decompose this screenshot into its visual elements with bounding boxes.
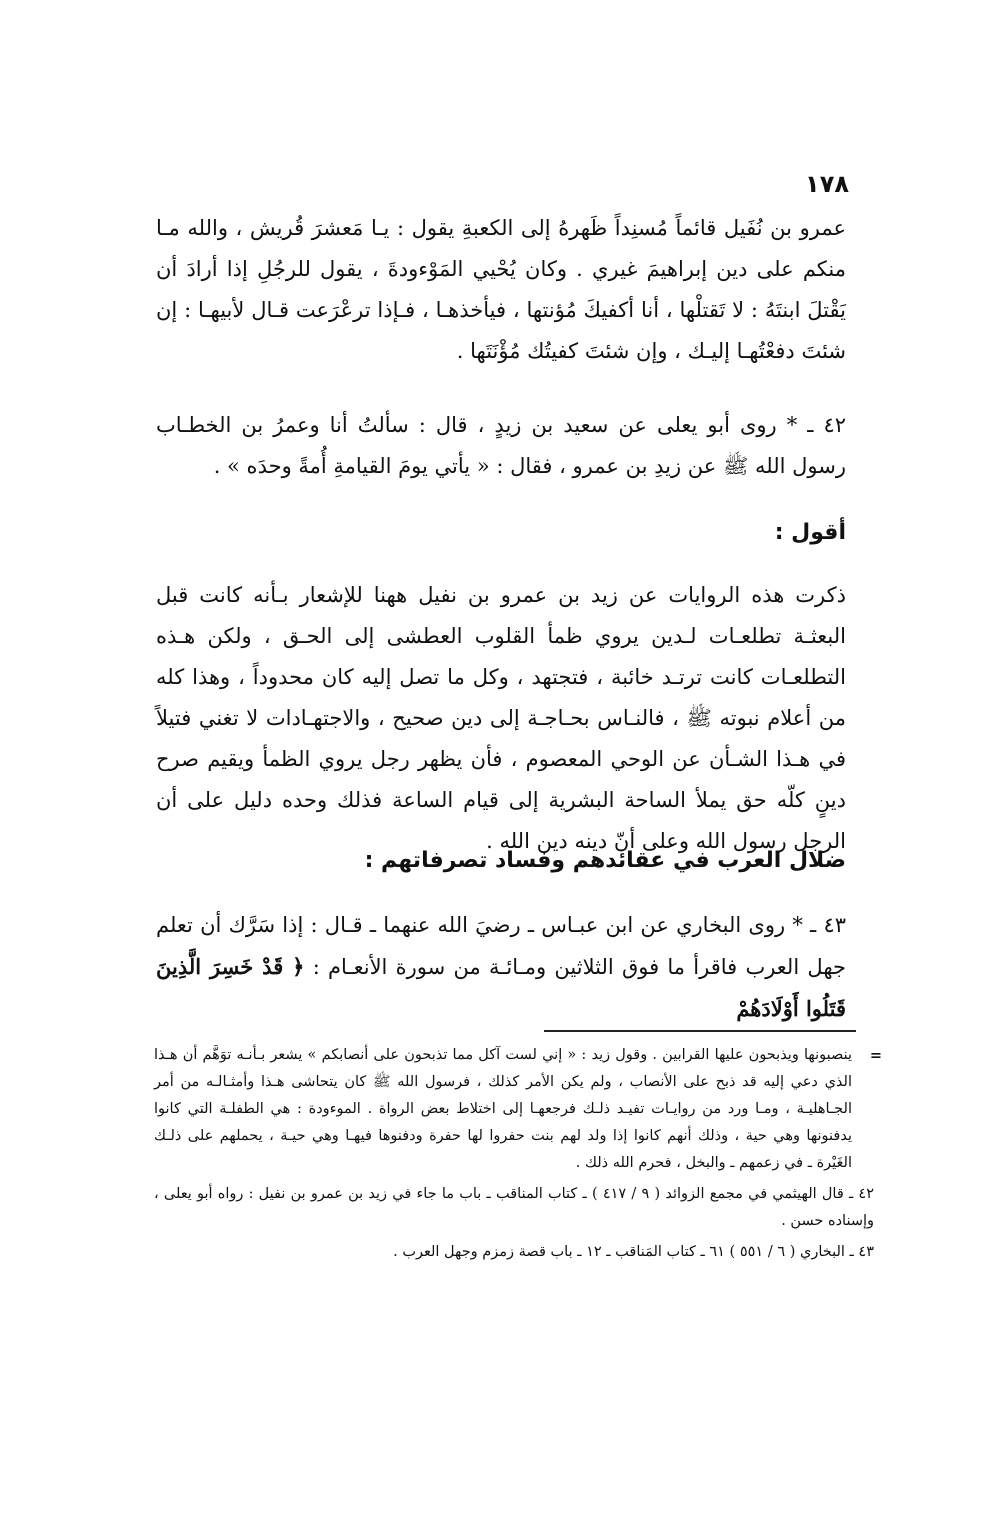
footnote-43: ٤٣ ـ البخاري ( ٦ / ٥٥١ ) ٦١ ـ كتاب المَناقب ـ ١٢ ـ باب قصة زمزم وجهل العرب . <box>393 1244 874 1260</box>
section-heading: ضلال العرب في عقائدهم وفساد تصرفاتهم : <box>364 848 846 873</box>
quran-verse: ﴿ قَدْ خَسِرَ الَّذِينَ قَتَلُوا أَوْلَادَهُمْ <box>156 954 846 1021</box>
paragraph-3-commentary: ذكرت هذه الروايات عن زيد بن عمرو بن نفيل ههنا للإشعار بـأنه كانت قبل البعثـة تطلعـات لـدين يروي ظمأ القلوب العطشى إلى الحـق ، ولكن هـذه التطلعـات كانت ترتـد خائبة ، فتجتهد ، وكل ما تصل إليه كان محدوداً ، وهذا كله من أعلام نبوته ﷺ ، فالنـاس بحـاجـة إلى دين صحيح ، والاجتهـادات لا تغني فتيلاً في هـذا الشـأن عن الوحي المعصوم ، فأن يظهر رجل يروي الظمأ ويقيم صرح دينٍ كلّه حق يملأ الساحة البشرية إلى قيام الساعة فذلك وحده دليل على أن الرجل رسول الله وعلى أنّ دينه دين الله . <box>156 583 846 853</box>
page-number: ١٧٨ <box>805 170 849 198</box>
footnotes <box>154 1042 882 1270</box>
paragraph-2-hadith-42: ٤٢ ـ * روى أبو يعلى عن سعيد بن زيدٍ ، قال : سألتُ أنا وعمرُ بن الخطـاب رسول الله ﷺ عن زيدِ بن عمرو ، فقال : « يأتي يومَ القيامةِ أُمةً وحدَه » . <box>156 413 846 478</box>
paragraph-4-hadith-43 <box>156 905 846 1030</box>
continuation-mark: = <box>869 1047 882 1064</box>
footnote-continued <box>154 1042 882 1177</box>
footnote-continued-text: ينصبونها ويذبحون عليها القرابين . وقول زيد : « إني لست آكل مما تذبحون على أنصابكم » يشعر بـأنـه توَهَّم أن هـذا الذي دعي إليه قد ذبح على الأنصاب ، ولم يكن الأمر كذلك ، فرسول الله ﷺ كان يتحاشى هـذا وأمثـالـه من أمر الجـاهليـة ، ومـا ورد من روايـات تفيـد ذلـك فرجعهـا إلى اختلاط بعض الرواة . الموءودة : هي الطفلـة التي كانوا يدفنونها وهي حية ، وذلك أنهم كانوا إذا ولد لهم بنت حفروا لها حفرة ودفنوها فيهـا وهي حيـة ، يحملهم على ذلـك الغَيْرة ـ في زعمهم ـ والبخل ، فحرم الله ذلك . <box>154 1047 852 1171</box>
paragraph-1: عمرو بن نُفَيل قائماً مُسنِداً ظَهرهُ إلى الكعبةِ يقول : يـا مَعشرَ قُريش ، والله مـا منكم على دين إبراهيمَ غيري . وكان يُحْيي المَوْءودةَ ، يقول للرجُلِ إذا أرادَ أن يَقْتلَ ابنتَهُ : لا تَقتلْها ، أنا أكفيكَ مُؤنتها ، فيأخذهـا ، فـإذا ترعْرَعت قـال لأبيهـا : إن شئتَ دفعْتُهـا إليـك ، وإن شئتَ كفيتُك مُؤْنَتَها . <box>156 216 846 363</box>
heading-aqul: أقول : <box>774 520 846 545</box>
footnote-divider <box>544 1030 856 1032</box>
footnote-42: ٤٢ ـ قال الهيثمي في مجمع الزوائد ( ٩ / ٤١٧ ) ـ كتاب المناقب ـ باب ما جاء في زيد بن عمرو بن نفيل : رواه أبو يعلى ، وإسناده حسن . <box>154 1186 874 1229</box>
paragraph-4-text: ٤٣ ـ * روى البخاري عن ابن عبـاس ـ رضيَ الله عنهما ـ قـال : إذا سَرَّك أن تعلم جهل العرب فاقرأ ما فوق الثلاثين ومـائـة من سورة الأنعـام : <box>156 913 846 979</box>
